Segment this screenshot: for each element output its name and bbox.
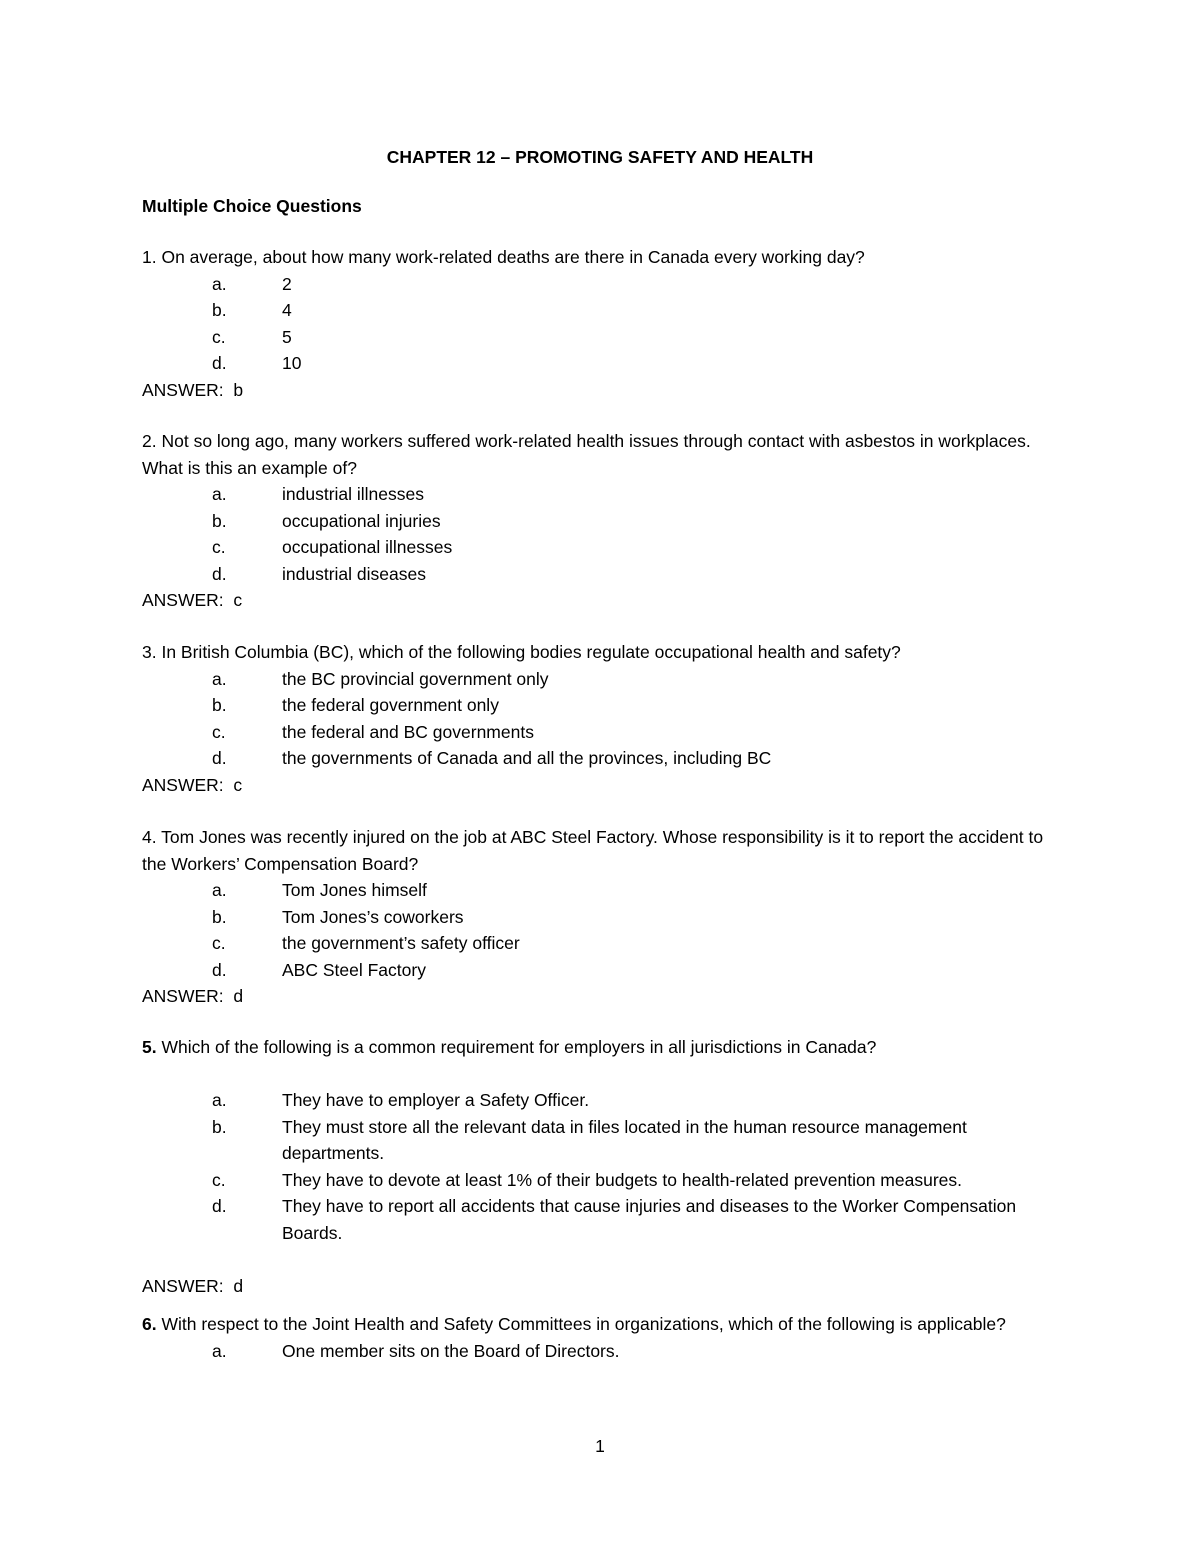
option-d: [142, 561, 1062, 588]
option-letter: d.: [212, 748, 227, 768]
answer-line: [142, 587, 1062, 614]
option-letter: c.: [212, 1169, 226, 1190]
question-number: 6.: [142, 1314, 157, 1334]
blank-line: [142, 1246, 1062, 1273]
option-text: industrial illnesses: [282, 484, 425, 504]
answer-value: c: [233, 774, 243, 795]
question-number: 3.: [142, 642, 157, 662]
question-text: [142, 824, 1062, 877]
option-text: occupational injuries: [282, 510, 441, 531]
option-b: [142, 297, 1062, 324]
option-d: [142, 745, 1062, 772]
option-b: [142, 692, 1062, 719]
option-letter: b.: [212, 1116, 227, 1137]
answer-line: [142, 377, 1062, 404]
question-text: [142, 1311, 1062, 1338]
option-letter: a.: [212, 668, 227, 689]
question-number: 4.: [142, 827, 157, 847]
option-c: [142, 930, 1062, 957]
answer-value: d: [233, 986, 244, 1006]
option-a: [142, 481, 1062, 508]
option-c: [142, 324, 1062, 351]
answer-value: c: [233, 590, 243, 610]
option-letter: d.: [212, 563, 227, 584]
option-letter: c.: [212, 721, 226, 742]
section-heading: Multiple Choice Questions: [142, 196, 362, 216]
option-letter: a.: [212, 880, 227, 900]
option-text: the BC provincial government only: [282, 668, 549, 689]
option-letter: a.: [212, 1340, 227, 1361]
option-c: [142, 1167, 1062, 1194]
question-2: [142, 428, 1062, 614]
answer-line: [142, 772, 1062, 799]
question-text: [142, 428, 1062, 481]
option-text: the governments of Canada and all the provinces, including BC: [282, 748, 772, 768]
option-text: 5: [282, 326, 292, 347]
answer-label: ANSWER:: [142, 986, 224, 1006]
option-a: [142, 1338, 1062, 1365]
option-text: occupational illnesses: [282, 537, 453, 557]
question-prompt: Not so long ago, many workers suffered work-related health issues through contact with asbestos in workplaces. What is this an example of?: [142, 431, 1031, 478]
option-b: [142, 508, 1062, 535]
option-letter: c.: [212, 537, 226, 557]
option-letter: d.: [212, 959, 227, 980]
option-letter: b.: [212, 695, 227, 715]
option-a: [142, 271, 1062, 298]
question-prompt: With respect to the Joint Health and Safety Committees in organizations, which of the following is applicable?: [156, 1314, 1006, 1334]
option-text: industrial diseases: [282, 563, 426, 584]
answer-label: ANSWER:: [142, 379, 224, 400]
question-number: 5.: [142, 1037, 157, 1057]
option-text: Tom Jones’s coworkers: [282, 906, 464, 927]
option-text: They have to employer a Safety Officer.: [282, 1090, 590, 1110]
option-text: One member sits on the Board of Directors.: [282, 1340, 620, 1361]
question-prompt: In British Columbia (BC), which of the following bodies regulate occupational health and safety?: [156, 642, 901, 662]
option-letter: a.: [212, 273, 227, 294]
option-b: [142, 904, 1062, 931]
option-a: [142, 1087, 1062, 1114]
blank-line: [142, 1061, 1062, 1088]
option-letter: b.: [212, 300, 227, 320]
option-letter: a.: [212, 1090, 227, 1110]
option-text: the federal and BC governments: [282, 721, 534, 742]
option-text: 2: [282, 273, 292, 294]
answer-label: ANSWER:: [142, 1275, 224, 1296]
answer-label: ANSWER:: [142, 590, 224, 610]
option-letter: d.: [212, 353, 227, 373]
question-1: [142, 244, 1062, 403]
answer-label: ANSWER:: [142, 774, 224, 795]
option-text: 10: [282, 353, 302, 373]
option-letter: c.: [212, 933, 226, 953]
question-number: 2.: [142, 431, 157, 451]
option-d: [142, 350, 1062, 377]
question-6: [142, 1311, 1062, 1364]
option-letter: b.: [212, 510, 227, 531]
option-text: 4: [282, 300, 292, 320]
question-prompt: Tom Jones was recently injured on the job at ABC Steel Factory. Whose responsibility is it to report the accident to the Workers’ Compensation Board?: [142, 827, 1044, 874]
option-d: [142, 957, 1062, 984]
option-text: Tom Jones himself: [282, 880, 427, 900]
answer-line: [142, 1273, 1062, 1300]
question-text: [142, 1034, 1062, 1061]
question-5: [142, 1034, 1062, 1299]
question-prompt: Which of the following is a common requirement for employers in all jurisdictions in Canada?: [156, 1037, 877, 1057]
question-3: [142, 639, 1062, 798]
page-number: 1: [595, 1436, 605, 1456]
option-c: [142, 719, 1062, 746]
option-letter: c.: [212, 326, 226, 347]
option-letter: a.: [212, 484, 227, 504]
option-text: They must store all the relevant data in files located in the human resource management departments.: [282, 1116, 967, 1163]
option-text: ABC Steel Factory: [282, 959, 426, 980]
answer-value: d: [233, 1275, 244, 1296]
answer-line: [142, 983, 1062, 1010]
answer-value: b: [233, 379, 244, 400]
page-title: CHAPTER 12 – PROMOTING SAFETY AND HEALTH: [386, 147, 814, 167]
option-a: [142, 666, 1062, 693]
question-text: [142, 639, 1062, 666]
option-a: [142, 877, 1062, 904]
option-letter: b.: [212, 906, 227, 927]
option-b: [142, 1114, 1062, 1167]
option-c: [142, 534, 1062, 561]
option-text: They have to report all accidents that cause injuries and diseases to the Worker Compensation Boards.: [282, 1196, 1017, 1243]
question-4: [142, 824, 1062, 1010]
question-prompt: On average, about how many work-related deaths are there in Canada every working day?: [156, 247, 865, 267]
question-text: [142, 244, 1062, 271]
option-text: the government’s safety officer: [282, 933, 520, 953]
option-text: They have to devote at least 1% of their budgets to health-related prevention measures.: [282, 1169, 962, 1190]
option-letter: d.: [212, 1196, 227, 1216]
question-number: 1.: [142, 247, 157, 267]
option-d: [142, 1193, 1062, 1246]
option-text: the federal government only: [282, 695, 499, 715]
